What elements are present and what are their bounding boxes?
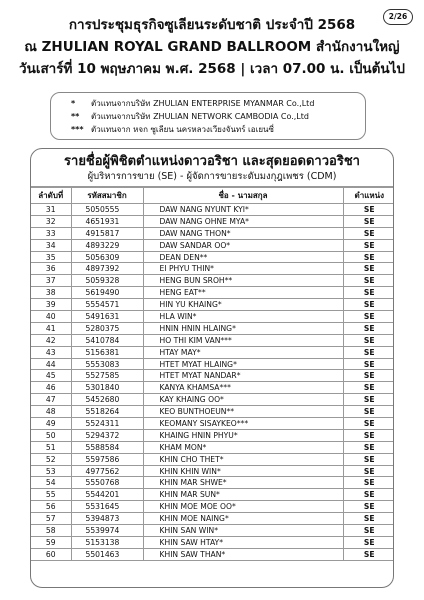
row-number-cell: 44 (31, 358, 71, 370)
winners-table (31, 187, 394, 561)
row-number-cell: 47 (31, 394, 71, 406)
position-cell: SE (343, 322, 394, 334)
position-cell: SE (343, 394, 394, 406)
member-name-cell: DAW NANG OHNE MYA* (143, 215, 343, 227)
member-id-cell: 5410784 (71, 334, 143, 346)
footnote-mark: * (71, 99, 76, 108)
row-number-cell: 54 (31, 477, 71, 489)
position-cell: SE (343, 477, 394, 489)
member-name-cell: KAY KHAING OO* (143, 394, 343, 406)
member-id-cell: 5050555 (71, 204, 143, 216)
table-row (31, 239, 394, 251)
footnote-text: ตัวแทนจากบริษัท ZHULIAN ENTERPRISE MYANMAR Co.,Ltd (91, 99, 315, 108)
row-number-cell: 59 (31, 536, 71, 548)
row-number-cell: 43 (31, 346, 71, 358)
row-number-cell: 39 (31, 299, 71, 311)
winners-card (30, 148, 394, 588)
position-cell: SE (343, 418, 394, 430)
position-cell: SE (343, 287, 394, 299)
row-number-cell: 45 (31, 370, 71, 382)
footnote-item (71, 123, 365, 136)
position-cell: SE (343, 429, 394, 441)
member-name-cell: DAW NANG THON* (143, 227, 343, 239)
footnote-mark: ** (71, 112, 80, 121)
position-cell: SE (343, 406, 394, 418)
table-row (31, 429, 394, 441)
position-cell: SE (343, 536, 394, 548)
position-cell: SE (343, 465, 394, 477)
table-row (31, 227, 394, 239)
member-id-cell: 5280375 (71, 322, 143, 334)
table-row (31, 346, 394, 358)
page-number-badge: 2/26 (383, 9, 413, 25)
row-number-cell: 60 (31, 548, 71, 560)
member-id-cell: 5524311 (71, 418, 143, 430)
table-row (31, 548, 394, 560)
column-header-position: ตำแหน่ง (343, 188, 394, 204)
column-header-name: ชื่อ - นามสกุล (143, 188, 343, 204)
position-cell: SE (343, 489, 394, 501)
table-row (31, 299, 394, 311)
member-id-cell: 4915817 (71, 227, 143, 239)
row-number-cell: 37 (31, 275, 71, 287)
row-number-cell: 52 (31, 453, 71, 465)
row-number-cell: 58 (31, 525, 71, 537)
member-name-cell: HO THI KIM VAN*** (143, 334, 343, 346)
member-id-cell: 5527585 (71, 370, 143, 382)
member-name-cell: KHIN SAW HTAY* (143, 536, 343, 548)
member-id-cell: 5554571 (71, 299, 143, 311)
footnote-text: ตัวแทนจากบริษัท ZHULIAN NETWORK CAMBODIA Co.,Ltd (91, 112, 309, 121)
member-id-cell: 5550768 (71, 477, 143, 489)
member-name-cell: KHIN MAR SHWE* (143, 477, 343, 489)
row-number-cell: 50 (31, 429, 71, 441)
column-header-no: ลำดับที่ (31, 188, 71, 204)
row-number-cell: 38 (31, 287, 71, 299)
position-cell: SE (343, 358, 394, 370)
member-id-cell: 5156381 (71, 346, 143, 358)
header-line-3: วันเสาร์ที่ 10 พฤษภาคม พ.ศ. 2568 | เวลา 07.00 น. เป็นต้นไป (19, 61, 405, 77)
member-name-cell: HLA WIN* (143, 311, 343, 323)
footnote-text: ตัวแทนจาก หจก ซูเลียน นครหลวงเวียงจันทร์ เอเยนซี่ (91, 125, 274, 134)
member-name-cell: HTET MYAT NANDAR* (143, 370, 343, 382)
row-number-cell: 57 (31, 513, 71, 525)
row-number-cell: 48 (31, 406, 71, 418)
row-number-cell: 49 (31, 418, 71, 430)
table-row (31, 382, 394, 394)
member-name-cell: HIN YU KHAING* (143, 299, 343, 311)
table-row (31, 275, 394, 287)
position-cell: SE (343, 441, 394, 453)
member-id-cell: 5301840 (71, 382, 143, 394)
table-row (31, 322, 394, 334)
table-row (31, 477, 394, 489)
card-subtitle: ผู้บริหารการขาย (SE) - ผู้จัดการขายระดับมงกุฎเพชร (CDM) (87, 171, 337, 182)
member-name-cell: HTET MYAT HLAING* (143, 358, 343, 370)
table-row (31, 453, 394, 465)
position-cell: SE (343, 311, 394, 323)
member-name-cell: KEOMANY SISAYKEO*** (143, 418, 343, 430)
member-name-cell: KHIN SAN WIN* (143, 525, 343, 537)
member-name-cell: HENG EAT** (143, 287, 343, 299)
table-row (31, 536, 394, 548)
member-name-cell: DAW SANDAR OO* (143, 239, 343, 251)
member-name-cell: DEAN DEN** (143, 251, 343, 263)
member-id-cell: 4893229 (71, 239, 143, 251)
position-cell: SE (343, 525, 394, 537)
footnote-box (50, 92, 366, 140)
table-row (31, 358, 394, 370)
member-id-cell: 5619490 (71, 287, 143, 299)
row-number-cell: 34 (31, 239, 71, 251)
position-cell: SE (343, 548, 394, 560)
footnote-mark: *** (71, 125, 84, 134)
member-name-cell: EI PHYU THIN* (143, 263, 343, 275)
member-name-cell: KHIN SAW THAN* (143, 548, 343, 560)
position-cell: SE (343, 346, 394, 358)
footnote-item (71, 97, 365, 110)
position-cell: SE (343, 204, 394, 216)
member-name-cell: KEO BUNTHOEUN** (143, 406, 343, 418)
member-name-cell: HTAY MAY* (143, 346, 343, 358)
table-row (31, 513, 394, 525)
row-number-cell: 41 (31, 322, 71, 334)
row-number-cell: 46 (31, 382, 71, 394)
position-cell: SE (343, 513, 394, 525)
row-number-cell: 33 (31, 227, 71, 239)
row-number-cell: 31 (31, 204, 71, 216)
member-id-cell: 5394873 (71, 513, 143, 525)
position-cell: SE (343, 275, 394, 287)
row-number-cell: 40 (31, 311, 71, 323)
table-row (31, 251, 394, 263)
member-name-cell: KHIN CHO THET* (143, 453, 343, 465)
table-row (31, 334, 394, 346)
member-id-cell: 5544201 (71, 489, 143, 501)
row-number-cell: 32 (31, 215, 71, 227)
table-header-row (31, 188, 394, 204)
member-id-cell: 5501463 (71, 548, 143, 560)
position-cell: SE (343, 382, 394, 394)
position-cell: SE (343, 453, 394, 465)
member-id-cell: 5452680 (71, 394, 143, 406)
position-cell: SE (343, 334, 394, 346)
member-id-cell: 5531645 (71, 501, 143, 513)
header-line-2: ณ ZHULIAN ROYAL GRAND BALLROOM สำนักงานใหญ่ (24, 39, 400, 55)
row-number-cell: 53 (31, 465, 71, 477)
table-row (31, 370, 394, 382)
member-name-cell: KHIN MOE NAING* (143, 513, 343, 525)
table-row (31, 263, 394, 275)
member-id-cell: 5597586 (71, 453, 143, 465)
member-id-cell: 4897392 (71, 263, 143, 275)
table-row (31, 311, 394, 323)
position-cell: SE (343, 263, 394, 275)
position-cell: SE (343, 299, 394, 311)
table-row (31, 465, 394, 477)
table-row (31, 489, 394, 501)
member-name-cell: KHAING HNIN PHYU* (143, 429, 343, 441)
member-id-cell: 5059328 (71, 275, 143, 287)
table-row (31, 406, 394, 418)
table-row (31, 418, 394, 430)
table-row (31, 204, 394, 216)
member-name-cell: KANYA KHAMSA*** (143, 382, 343, 394)
position-cell: SE (343, 251, 394, 263)
member-id-cell: 5491631 (71, 311, 143, 323)
card-title: รายชื่อผู้พิชิตตำแหน่งดาวอริชา และสุดยอดดาวอริชา (64, 154, 360, 169)
member-id-cell: 5553083 (71, 358, 143, 370)
member-name-cell: KHIN MOE MOE OO* (143, 501, 343, 513)
position-cell: SE (343, 215, 394, 227)
row-number-cell: 51 (31, 441, 71, 453)
member-name-cell: KHIN KHIN WIN* (143, 465, 343, 477)
card-heading (31, 149, 393, 187)
member-id-cell: 4651931 (71, 215, 143, 227)
member-name-cell: HENG BUN SROH** (143, 275, 343, 287)
member-name-cell: KHAM MON* (143, 441, 343, 453)
member-id-cell: 5539974 (71, 525, 143, 537)
row-number-cell: 56 (31, 501, 71, 513)
table-row (31, 215, 394, 227)
header-line-1: การประชุมธุรกิจซูเลียนระดับชาติ ประจำปี 2568 (68, 17, 356, 33)
table-row (31, 525, 394, 537)
position-cell: SE (343, 501, 394, 513)
table-row (31, 287, 394, 299)
column-header-member-id: รหัสสมาชิก (71, 188, 143, 204)
member-id-cell: 5294372 (71, 429, 143, 441)
row-number-cell: 55 (31, 489, 71, 501)
member-id-cell: 5588584 (71, 441, 143, 453)
table-row (31, 441, 394, 453)
member-id-cell: 5056309 (71, 251, 143, 263)
row-number-cell: 36 (31, 263, 71, 275)
table-row (31, 394, 394, 406)
member-id-cell: 4977562 (71, 465, 143, 477)
position-cell: SE (343, 227, 394, 239)
member-name-cell: HNIN HNIN HLAING* (143, 322, 343, 334)
position-cell: SE (343, 370, 394, 382)
member-id-cell: 5518264 (71, 406, 143, 418)
position-cell: SE (343, 239, 394, 251)
member-id-cell: 5153138 (71, 536, 143, 548)
member-name-cell: DAW NANG NYUNT KYI* (143, 204, 343, 216)
table-row (31, 501, 394, 513)
document-header (0, 14, 424, 80)
member-name-cell: KHIN MAR SUN* (143, 489, 343, 501)
row-number-cell: 42 (31, 334, 71, 346)
footnote-item (71, 110, 365, 123)
row-number-cell: 35 (31, 251, 71, 263)
